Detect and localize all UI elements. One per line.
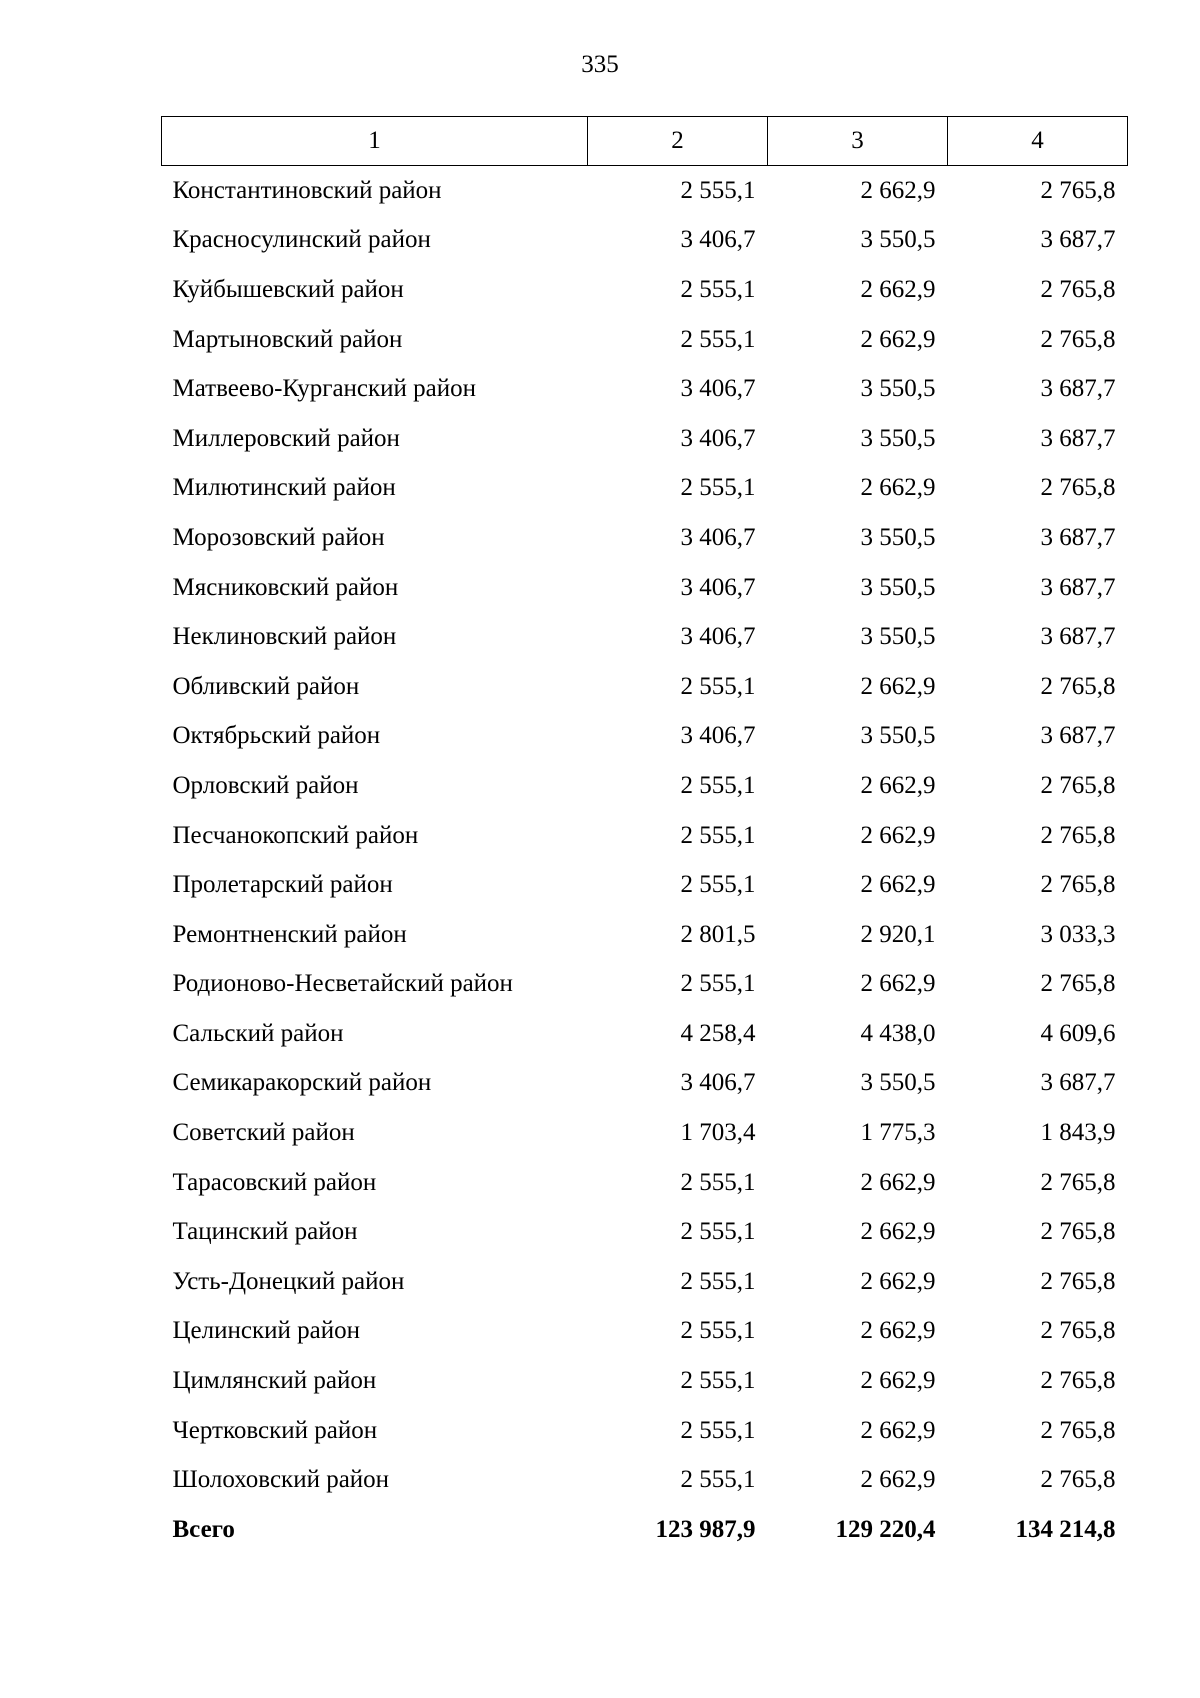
value-col-4: 3 033,3 — [1040, 920, 1116, 948]
table-row — [162, 1356, 1128, 1406]
value-col-4: 2 765,8 — [1040, 871, 1116, 899]
table-row — [162, 513, 1128, 563]
district-name: Мясниковский район — [172, 573, 399, 601]
value-col-4: 2 765,8 — [1040, 1267, 1116, 1295]
district-name: Пролетарский район — [172, 871, 393, 899]
district-name: Ремонтненский район — [172, 920, 407, 948]
table-row — [162, 166, 1128, 216]
value-col-3: 3 550,5 — [860, 623, 936, 651]
column-header-4: 4 — [948, 117, 1128, 166]
table-row — [162, 1108, 1128, 1158]
value-col-4: 2 765,8 — [1040, 474, 1116, 502]
value-col-2: 2 555,1 — [680, 1367, 756, 1395]
value-col-4: 3 687,7 — [1040, 375, 1116, 403]
table-body — [162, 166, 1128, 1555]
value-col-3: 2 662,9 — [860, 176, 936, 204]
value-col-3: 3 550,5 — [860, 424, 936, 452]
value-col-2: 2 555,1 — [680, 771, 756, 799]
value-col-3: 2 662,9 — [860, 1317, 936, 1345]
value-col-2: 2 555,1 — [680, 970, 756, 998]
value-col-4: 2 765,8 — [1040, 821, 1116, 849]
district-name: Целинский район — [172, 1317, 360, 1345]
value-col-4: 3 687,7 — [1040, 523, 1116, 551]
district-name: Тарасовский район — [172, 1168, 377, 1196]
district-name: Октябрьский район — [172, 722, 381, 750]
table-row — [162, 414, 1128, 464]
district-name: Родионово-Несветайский район — [172, 970, 513, 998]
value-col-3: 2 662,9 — [860, 871, 936, 899]
table-row — [162, 563, 1128, 613]
value-col-4: 134 214,8 — [1015, 1515, 1116, 1543]
value-col-2: 2 555,1 — [680, 325, 756, 353]
table-row — [162, 662, 1128, 712]
value-col-2: 123 987,9 — [655, 1515, 756, 1543]
value-col-2: 2 801,5 — [680, 920, 756, 948]
value-col-4: 2 765,8 — [1040, 1416, 1116, 1444]
value-col-4: 2 765,8 — [1040, 1218, 1116, 1246]
value-col-3: 3 550,5 — [860, 375, 936, 403]
column-header-3: 3 — [768, 117, 948, 166]
value-col-2: 3 406,7 — [680, 375, 756, 403]
district-name: Шолоховский район — [172, 1466, 390, 1494]
value-col-3: 2 662,9 — [860, 474, 936, 502]
value-col-4: 2 765,8 — [1040, 275, 1116, 303]
table-header — [162, 117, 1128, 166]
district-name: Миллеровский район — [172, 424, 400, 452]
value-col-2: 2 555,1 — [680, 1466, 756, 1494]
value-col-3: 3 550,5 — [860, 226, 936, 254]
value-col-3: 2 662,9 — [860, 1416, 936, 1444]
value-col-2: 3 406,7 — [680, 722, 756, 750]
table-row — [162, 1455, 1128, 1505]
value-col-2: 2 555,1 — [680, 1218, 756, 1246]
district-name: Сальский район — [172, 1019, 344, 1047]
value-col-3: 2 662,9 — [860, 1218, 936, 1246]
district-name: Неклиновский район — [172, 623, 397, 651]
value-col-2: 2 555,1 — [680, 821, 756, 849]
column-header-1: 1 — [162, 117, 588, 166]
value-col-4: 2 765,8 — [1040, 771, 1116, 799]
district-name: Семикаракорский район — [172, 1069, 432, 1097]
header-row — [162, 117, 1128, 166]
table-row — [162, 216, 1128, 266]
district-name: Орловский район — [172, 771, 359, 799]
district-name: Обливский район — [172, 672, 360, 700]
value-col-4: 3 687,7 — [1040, 623, 1116, 651]
table-row — [162, 811, 1128, 861]
district-name: Мартыновский район — [172, 325, 403, 353]
district-name: Константиновский район — [172, 176, 442, 204]
value-col-2: 2 555,1 — [680, 176, 756, 204]
value-col-4: 2 765,8 — [1040, 1317, 1116, 1345]
table-row — [162, 1406, 1128, 1456]
table-row — [162, 1307, 1128, 1357]
table-row — [162, 1009, 1128, 1059]
table-row — [162, 761, 1128, 811]
value-col-2: 2 555,1 — [680, 474, 756, 502]
value-col-2: 2 555,1 — [680, 1267, 756, 1295]
value-col-4: 2 765,8 — [1040, 176, 1116, 204]
value-col-4: 2 765,8 — [1040, 325, 1116, 353]
total-row — [162, 1505, 1128, 1555]
value-col-4: 2 765,8 — [1040, 970, 1116, 998]
district-name: Усть-Донецкий район — [172, 1267, 405, 1295]
value-col-3: 2 662,9 — [860, 1367, 936, 1395]
table-row — [162, 910, 1128, 960]
value-col-4: 3 687,7 — [1040, 722, 1116, 750]
value-col-2: 3 406,7 — [680, 1069, 756, 1097]
value-col-4: 3 687,7 — [1040, 226, 1116, 254]
table-row — [162, 265, 1128, 315]
table-row — [162, 860, 1128, 910]
value-col-4: 3 687,7 — [1040, 1069, 1116, 1097]
value-col-3: 2 662,9 — [860, 325, 936, 353]
value-col-2: 3 406,7 — [680, 623, 756, 651]
value-col-3: 4 438,0 — [860, 1019, 936, 1047]
value-col-3: 129 220,4 — [835, 1515, 936, 1543]
district-name: Милютинский район — [172, 474, 396, 502]
district-name: Всего — [172, 1515, 235, 1543]
page-number: 335 — [581, 51, 619, 78]
district-name: Чертковский район — [172, 1416, 378, 1444]
value-col-2: 2 555,1 — [680, 275, 756, 303]
district-name: Красносулинский район — [172, 226, 431, 254]
value-col-3: 3 550,5 — [860, 1069, 936, 1097]
district-name: Тацинский район — [172, 1218, 358, 1246]
value-col-4: 4 609,6 — [1040, 1019, 1116, 1047]
value-col-4: 3 687,7 — [1040, 424, 1116, 452]
table-row — [162, 1257, 1128, 1307]
value-col-4: 1 843,9 — [1040, 1119, 1116, 1147]
value-col-4: 2 765,8 — [1040, 1168, 1116, 1196]
value-col-2: 1 703,4 — [680, 1119, 756, 1147]
district-name: Морозовский район — [172, 523, 385, 551]
value-col-4: 2 765,8 — [1040, 1367, 1116, 1395]
table-row — [162, 1207, 1128, 1257]
district-name: Песчанокопский район — [172, 821, 419, 849]
value-col-3: 2 920,1 — [860, 920, 936, 948]
table-row — [162, 364, 1128, 414]
table-row — [162, 315, 1128, 365]
column-header-2: 2 — [588, 117, 768, 166]
table-row — [162, 464, 1128, 514]
district-name: Цимлянский район — [172, 1367, 377, 1395]
value-col-3: 2 662,9 — [860, 1168, 936, 1196]
table-row — [162, 612, 1128, 662]
value-col-2: 2 555,1 — [680, 1416, 756, 1444]
district-name: Матвеево-Курганский район — [172, 375, 477, 403]
value-col-2: 2 555,1 — [680, 1317, 756, 1345]
value-col-3: 2 662,9 — [860, 1466, 936, 1494]
table-row — [162, 1158, 1128, 1208]
value-col-2: 3 406,7 — [680, 424, 756, 452]
value-col-2: 2 555,1 — [680, 672, 756, 700]
value-col-4: 2 765,8 — [1040, 1466, 1116, 1494]
value-col-2: 2 555,1 — [680, 1168, 756, 1196]
district-name: Советский район — [172, 1119, 355, 1147]
value-col-4: 3 687,7 — [1040, 573, 1116, 601]
value-col-3: 2 662,9 — [860, 672, 936, 700]
value-col-3: 2 662,9 — [860, 1267, 936, 1295]
value-col-3: 3 550,5 — [860, 573, 936, 601]
value-col-3: 3 550,5 — [860, 722, 936, 750]
value-col-3: 2 662,9 — [860, 275, 936, 303]
value-col-3: 1 775,3 — [860, 1119, 936, 1147]
value-col-2: 2 555,1 — [680, 871, 756, 899]
value-col-3: 3 550,5 — [860, 523, 936, 551]
table-row — [162, 960, 1128, 1010]
value-col-3: 2 662,9 — [860, 821, 936, 849]
district-table — [161, 116, 1128, 1555]
value-col-3: 2 662,9 — [860, 771, 936, 799]
value-col-2: 3 406,7 — [680, 573, 756, 601]
district-name: Куйбышевский район — [172, 275, 404, 303]
value-col-4: 2 765,8 — [1040, 672, 1116, 700]
value-col-2: 3 406,7 — [680, 523, 756, 551]
table-row — [162, 1059, 1128, 1109]
value-col-2: 4 258,4 — [680, 1019, 756, 1047]
table-row — [162, 712, 1128, 762]
value-col-2: 3 406,7 — [680, 226, 756, 254]
value-col-3: 2 662,9 — [860, 970, 936, 998]
